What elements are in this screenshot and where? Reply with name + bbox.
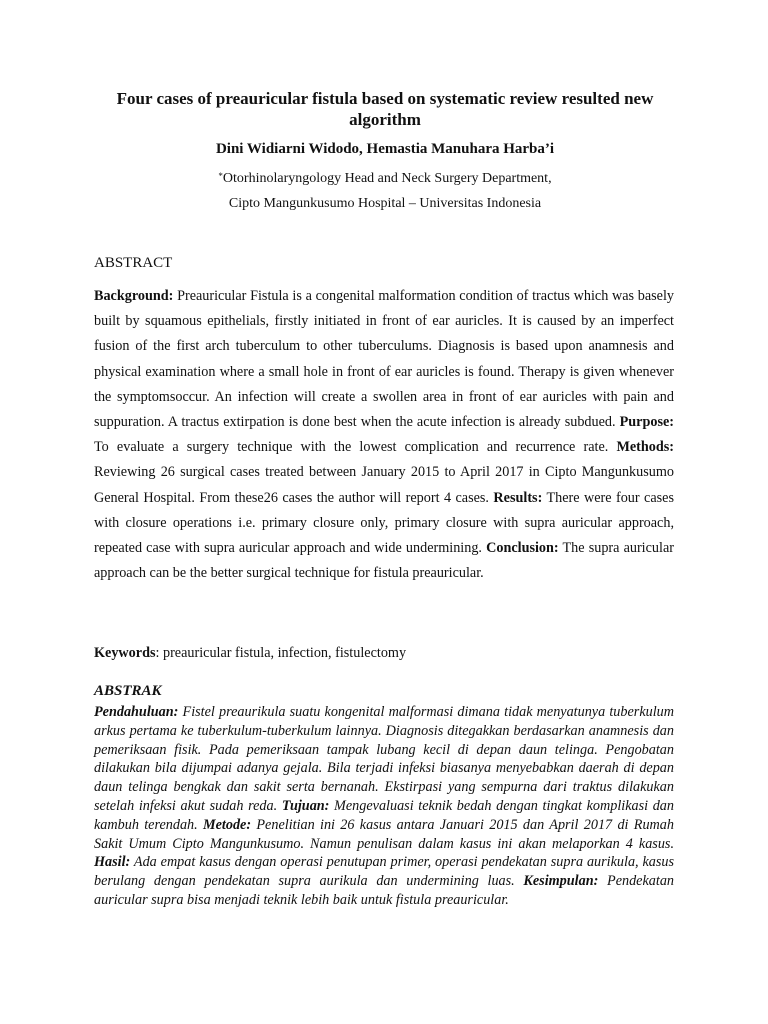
metode-label: Metode: [203,816,252,833]
background-text: Preauricular Fistula is a congenital malformation condition of tractus which was basely built by squamous epithelials, firstly initiated in front of ear auricles. It is caused by an imperfect fusion of the first arch tuberculum to other tuberculums. Diagnosis is based upon anamnesis and physical examination where a small hole in front of ear auricles is found. Therapy is given whenever the symptomsoccur. An infection will create a swollen area in front of ear auricles with pain and suppuration. A tractus extirpation is done best when the acute infection is already subdued. [94,288,674,431]
abstrak-heading: ABSTRAK [94,683,162,699]
conclusion-label: Conclusion: [486,540,559,557]
tujuan-label: Tujuan: [281,797,330,814]
results-text: There were four cases with closure operations i.e. primary closure only, primary closure with supra auricular approach, repeated case with supra auricular approach and wide undermining. [94,489,674,557]
affiliation-line-2: Cipto Mangunkusumo Hospital – Universitas Indonesia [228,196,542,211]
pendahuluan-label: Pendahuluan: [94,704,179,720]
pendahuluan-text: Fistel preaurikula suatu kongenital malformasi dimana tidak menyatunya tuberkulum arkus pertama ke tuberkulum-tuberkulum lainnya. Diagnosis ditegakkan berdasarkan anamnesis dan pemeriksaan fisik. Pada pemeriksaan tampak lubang kecil di depan daun telinga. Pengobatan dilakukan bila dijumpai adanya gejala. Bila terjadi infeksi biasanya menyebabkan daerah di depan daun telinga bengkak dan sakit serta bernanah. Ekstirpasi yang sempurna dari traktus dilakukan setelah infeksi akut sudah reda. [94,704,674,814]
methods-label: Methods: [616,439,674,456]
affiliation-marker: * [218,171,223,181]
keywords-label: Keywords [94,645,156,661]
kesimpulan-label: Kesimpulan: [523,873,599,890]
keywords-text: : preauricular fistula, infection, fistulectomy [155,645,407,661]
affiliation [90,166,680,216]
abstrak-body [94,703,674,910]
hasil-label: Hasil: [94,854,131,871]
tujuan-text: Mengevaluasi teknik bedah dengan tingkat komplikasi dan kambuh terendah. [94,797,674,833]
keywords-line [94,645,674,662]
purpose-label: Purpose: [619,414,674,431]
affiliation-line-1 [90,166,680,191]
abstract-body [94,284,674,586]
kesimpulan-text: Pendekatan auricular supra bisa menjadi teknik lebih baik untuk fistula preauricular. [94,873,675,908]
results-label: Results: [493,489,543,506]
background-label: Background: [94,288,174,304]
purpose-text: To evaluate a surgery technique with the lowest complication and recurrence rate. [94,439,617,456]
conclusion-text: The supra auricular approach can be the better surgical technique for fistula preauricular. [94,540,674,582]
methods-text: Reviewing 26 surgical cases treated between January 2015 to April 2017 in Cipto Mangunkusumo General Hospital. From these26 cases the author will report 4 cases. [94,464,674,506]
affiliation-department: Otorhinolaryngology Head and Neck Surgery Department, [222,171,552,186]
abstract-heading: ABSTRACT [94,255,173,271]
author-list: Dini Widiarni Widodo, Hemastia Manuhara Harba’i [215,141,555,157]
hasil-text: Ada empat kasus dengan operasi penutupan primer, operasi pendekatan supra aurikula, kasus berulang dengan pendekatan supra aurikula dan undermining luas. [94,854,674,890]
paper-title: Four cases of preauricular fistula based on systematic review resulted new algorithm [116,89,654,129]
metode-text: Penelitian ini 26 kasus antara Januari 2015 dan April 2017 di Rumah Sakit Umum Cipto Mangunkusumo. Namun penulisan dalam kasus ini akan melaporkan 4 kasus. [94,816,674,852]
